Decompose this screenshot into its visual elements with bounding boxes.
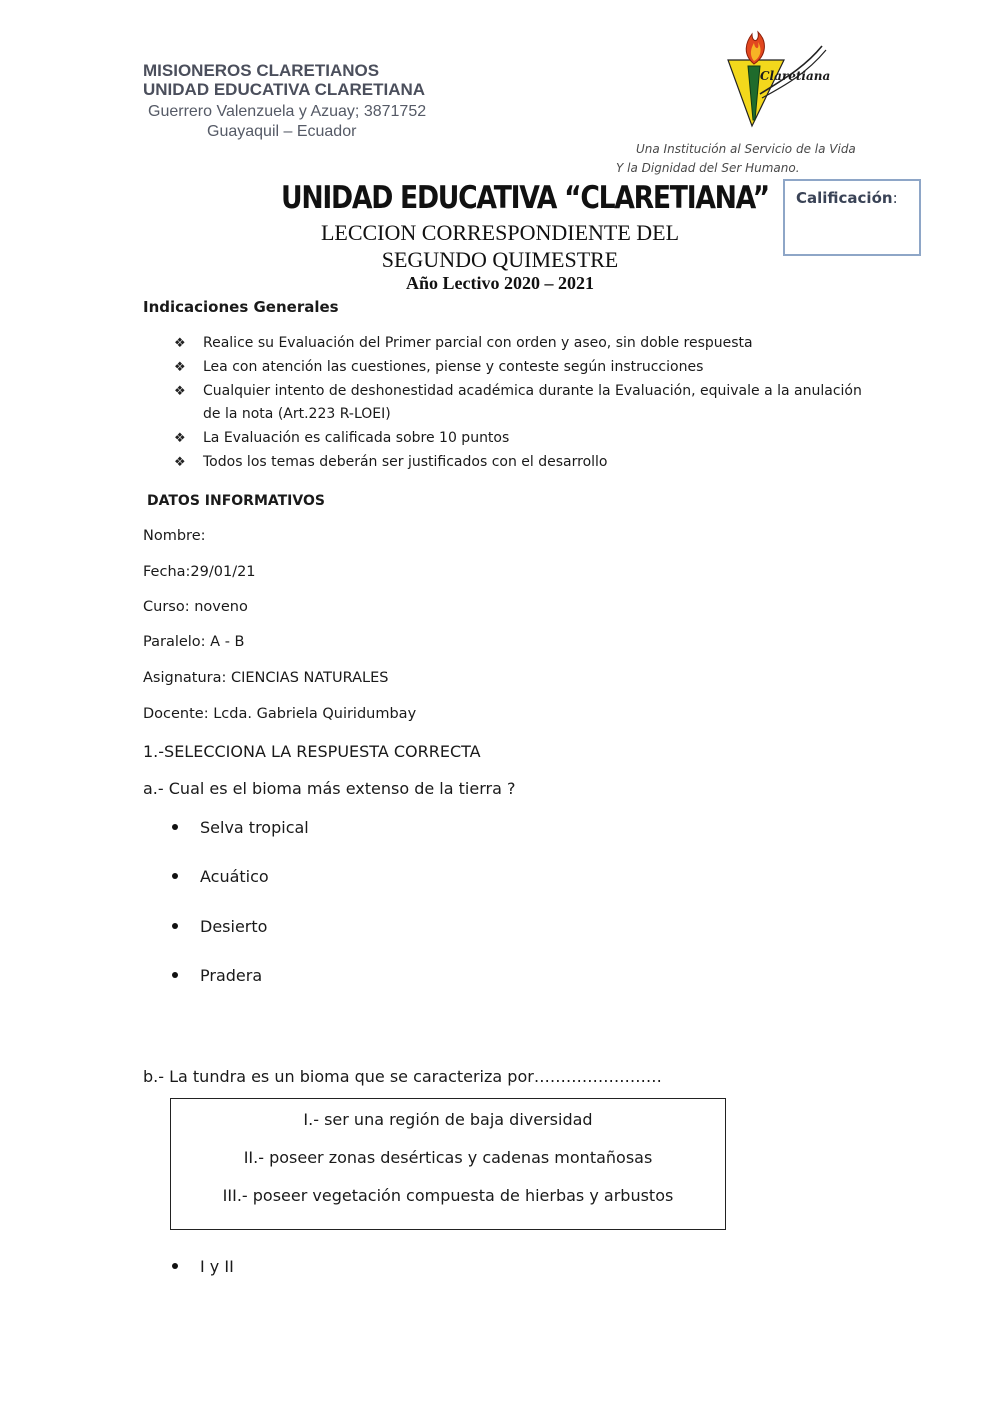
field-paralelo: Paralelo: A - B [143,634,245,650]
option-acuatico[interactable]: Acuático [172,867,269,886]
bullet-dot-icon [172,824,178,830]
option-selva-tropical[interactable]: Selva tropical [172,818,309,837]
page-title: UNIDAD EDUCATIVA “CLARETIANA” [281,180,769,216]
school-year: Año Lectivo 2020 – 2021 [406,273,594,293]
subtitle-line-1: LECCION CORRESPONDIENTE DEL [320,220,680,245]
datos-heading: DATOS INFORMATIVOS [147,493,325,509]
bullet-dot-icon [172,972,178,978]
diamond-bullet-icon: ❖ [174,384,186,399]
instructions-heading: Indicaciones Generales [143,298,339,316]
instruction-item: ❖ La Evaluación es calificada sobre 10 puntos [174,427,864,450]
statement-3: III.- poseer vegetación compuesta de hierbas y arbustos [222,1186,674,1205]
section-heading: 1.-SELECCIONA LA RESPUESTA CORRECTA [143,742,481,761]
org-line-1: MISIONEROS CLARETIANOS [143,61,380,80]
diamond-bullet-icon: ❖ [174,360,186,375]
school-logo [722,28,832,132]
grade-box[interactable] [783,179,921,256]
option-i-y-ii[interactable]: I y II [172,1257,234,1276]
instruction-item: ❖ Lea con atención las cuestiones, piense y conteste según instrucciones [174,356,864,379]
grade-label: Calificación [796,189,893,207]
motto-line-1: Una Institución al Servicio de la Vida [636,142,856,156]
bullet-dot-icon [172,1263,178,1269]
diamond-bullet-icon: ❖ [174,336,186,351]
grade-colon: : [892,189,898,207]
address: Guerrero Valenzuela y Azuay; 3871752 [148,103,427,120]
city: Guayaquil – Ecuador [207,123,357,140]
diamond-bullet-icon: ❖ [174,431,186,446]
statements-box [170,1098,726,1230]
field-curso: Curso: noveno [143,599,248,615]
instruction-item: ❖ Todos los temas deberán ser justificados con el desarrollo [174,451,864,474]
field-docente: Docente: Lcda. Gabriela Quiridumbay [143,706,417,722]
field-asignatura: Asignatura: CIENCIAS NATURALES [143,670,389,686]
instruction-item: ❖ Realice su Evaluación del Primer parcial con orden y aseo, sin doble respuesta [174,332,864,355]
option-desierto[interactable]: Desierto [172,917,267,936]
subtitle-line-2: SEGUNDO QUIMESTRE [381,247,619,272]
motto-line-2: Y la Dignidad del Ser Humano. [616,161,800,175]
org-line-2: UNIDAD EDUCATIVA CLARETIANA [143,80,426,99]
diamond-bullet-icon: ❖ [174,455,186,470]
field-fecha: Fecha:29/01/21 [143,564,256,580]
logo-text: Claretiana [760,69,831,83]
field-nombre[interactable]: Nombre: [143,528,206,544]
option-pradera[interactable]: Pradera [172,966,262,985]
bullet-dot-icon [172,923,178,929]
statement-2: II.- poseer zonas desérticas y cadenas montañosas [243,1148,653,1167]
question-b: b.- La tundra es un bioma que se caracteriza por…………………… [143,1067,662,1086]
torch-logo-icon [722,28,832,132]
statement-1: I.- ser una región de baja diversidad [303,1110,593,1129]
instruction-item: ❖ Cualquier intento de deshonestidad académica durante la Evaluación, equivale a la anulación de la nota (Art.223 R-LOEI) [174,380,864,426]
question-a: a.- Cual es el bioma más extenso de la tierra ? [143,779,516,798]
bullet-dot-icon [172,873,178,879]
